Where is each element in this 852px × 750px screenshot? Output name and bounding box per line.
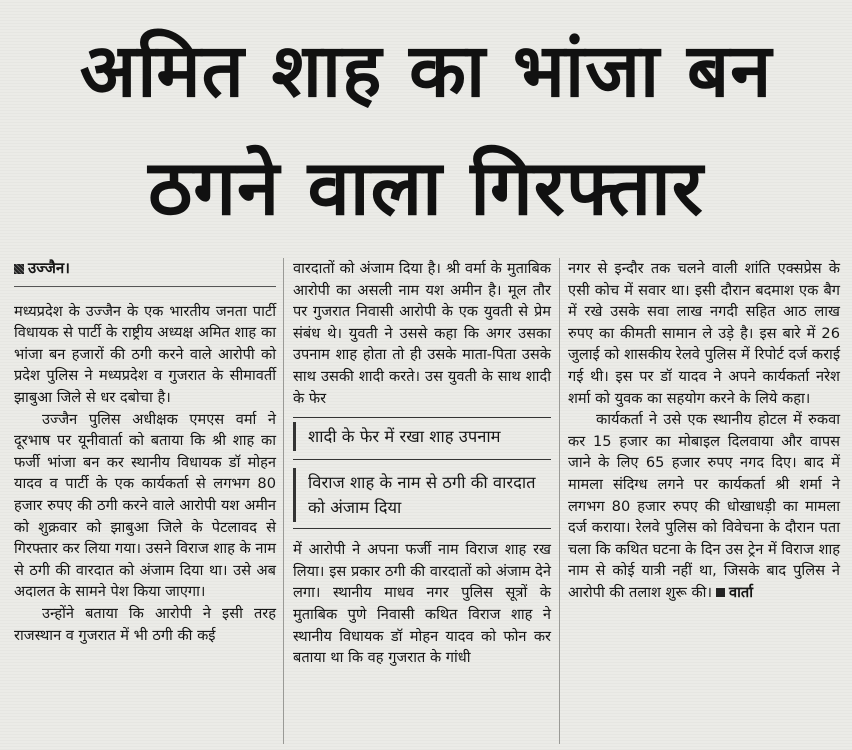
headline-line-2: ठगने वाला गिरफ्तार — [148, 143, 704, 232]
column-divider — [559, 258, 560, 744]
dateline — [14, 258, 276, 280]
article-column-3 — [568, 258, 840, 750]
paragraph: उज्जैन पुलिस अधीक्षक एमएस वर्मा ने दूरभाष पर यूनीवार्ता को बताया कि श्री शाह का फर्जी भांजा बन कर स्थानीय विधायक डॉ मोहन यादव व पार्टी के एक कार्यकर्ता से लगभग 80 हजार रुपए की ठगी करने वाले आरोपी यश अमीन को शुक्रवार को झाबुआ जिले के पेटलावद से गिरफ्तार कर लिया गया। उसने विराज शाह के नाम से ठगी की वारदात को अंजाम दिया था। उसे अब अदालत के सामने पेश किया जाएगा। — [14, 410, 276, 601]
paragraph: उन्होंने बताया कि आरोपी ने इसी तरह राजस्थान व गुजरात में भी ठगी की कई — [14, 604, 276, 644]
byline: वार्ता — [728, 583, 753, 601]
paragraph — [568, 409, 840, 603]
headline-line-1: अमित शाह का भांजा बन — [79, 28, 773, 114]
divider — [14, 286, 276, 287]
paragraph: नगर से इन्दौर तक चलने वाली शांति एक्सप्रेस के एसी कोच में सवार था। इसी दौरान बदमाश एक बैग में रखे उसके सवा लाख नगदी सहित आठ लाख रुपए का कीमती सामान ले उड़े है। इस बारे में 26 जुलाई को शासकीय रेलवे पुलिस में रिपोर्ट दर्ज कराई गई थी। इस पर डॉ यादव ने अपने कार्यकर्ता नरेश शर्मा को युवक का सहयोग करने के लिये कहा। — [568, 260, 840, 407]
column-divider — [283, 258, 284, 744]
pull-quote-box — [293, 417, 551, 529]
divider — [293, 459, 551, 460]
paragraph-text: कार्यकर्ता ने उसे एक स्थानीय होटल में रुकवा कर 15 हजार का मोबाइल दिलवाया और वापस जाने के लिए 65 हजार रुपए नगद दिए। बाद में मामला संदिग्ध लगने पर कार्यकर्ता श्री शर्मा ने लगभग 80 हजार रुपए की धोखाधड़ी का मामला दर्ज कराया। रेलवे पुलिस को विवेचना के दौरान पता चला कि कथित घटना के दिन उस ट्रेन में विराज शाह नाम से कोई यात्री नहीं था, जिसके बाद पुलिस ने आरोपी की तलाश शुरू की। — [568, 411, 840, 601]
pull-quote-2: विराज शाह के नाम से ठगी की वारदात को अंजाम दिया — [293, 468, 551, 522]
paragraph: में आरोपी ने अपना फर्जी नाम विराज शाह रख लिया। इस प्रकार ठगी की वारदातों को अंजाम देने लगा। स्थानीय माधव नगर पुलिस सूत्रों के मुताबिक पुणे निवासी कथित विराज शाह ने स्थानीय विधायक डॉ मोहन यादव को फोन कर बताया था कि वह गुजरात के गांधी — [293, 541, 551, 667]
square-bullet-icon — [14, 264, 24, 274]
article-column-2 — [293, 258, 551, 750]
square-end-icon — [716, 588, 725, 597]
article-column-1 — [14, 258, 276, 750]
dateline-text: उज्जैन। — [28, 259, 70, 277]
paragraph: वारदातों को अंजाम दिया है। श्री वर्मा के मुताबिक आरोपी का असली नाम यश अमीन है। मूल तौर पर गुजरात निवासी आरोपी के एक युवती से प्रेम संबंध थे। युवती ने उससे कहा कि अगर उसका उपनाम शाह होता तो ही उसके माता-पिता उसके साथ उसकी शादी करते। उस युवती के साथ शादी के फेर — [293, 260, 551, 407]
pull-quote-1: शादी के फेर में रखा शाह उपनाम — [293, 422, 551, 451]
paragraph: मध्यप्रदेश के उज्जैन के एक भारतीय जनता पार्टी विधायक से पार्टी के राष्ट्रीय अध्यक्ष अमित शाह का भांजा बन हजारों की ठगी करने वाले आरोपी को प्रदेश पुलिस ने मध्यप्रदेश व गुजरात के सीमावर्ती झाबुआ जिले से धर दबोचा है। — [14, 302, 276, 406]
